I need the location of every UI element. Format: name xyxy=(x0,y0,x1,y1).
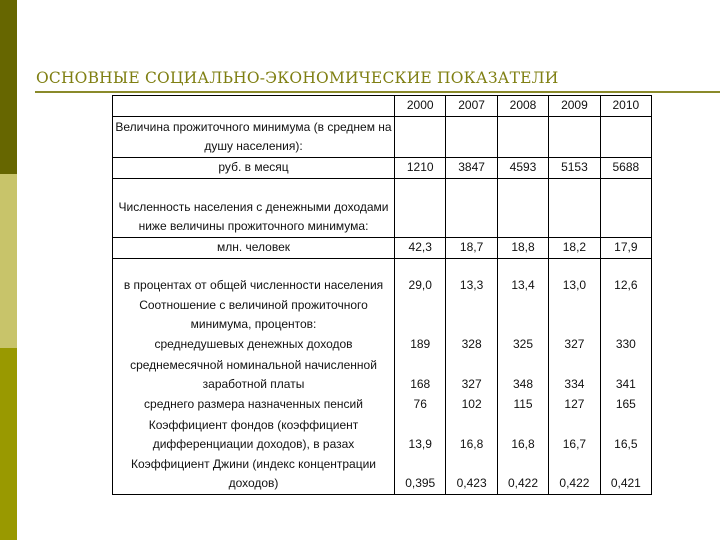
value-cell xyxy=(497,179,548,237)
value-cell xyxy=(497,117,548,157)
year-header: 2010 xyxy=(600,96,651,116)
row-label: млн. человек xyxy=(216,240,291,254)
sidebar-stripe-dark xyxy=(0,0,17,174)
value-cell: 13,4 xyxy=(497,259,548,296)
value-cell xyxy=(445,296,496,335)
indicators-table xyxy=(112,95,652,495)
year-header: 2009 xyxy=(548,96,599,116)
value-cell xyxy=(445,179,496,237)
value-cell: 0,422 xyxy=(548,455,599,494)
header-label-cell xyxy=(113,96,394,116)
value-cell: 330 xyxy=(600,335,651,355)
sidebar-stripe-light xyxy=(0,174,17,348)
value-cell: 5153 xyxy=(548,158,599,178)
row-label: руб. в месяц xyxy=(218,160,289,174)
value-cell: 13,9 xyxy=(394,415,445,455)
value-cell: 17,9 xyxy=(600,238,651,258)
value-cell xyxy=(497,296,548,335)
table-header-row xyxy=(113,96,651,117)
value-cell xyxy=(548,179,599,237)
value-cell: 13,0 xyxy=(548,259,599,296)
value-cell: 0,422 xyxy=(497,455,548,494)
value-cell: 12,6 xyxy=(600,259,651,296)
sidebar-stripe-mid xyxy=(0,348,17,540)
value-cell: 115 xyxy=(497,395,548,415)
value-cell xyxy=(394,117,445,157)
value-cell: 0,421 xyxy=(600,455,651,494)
table-row xyxy=(113,158,651,179)
table-row xyxy=(113,179,651,238)
row-label: среднего размера назначенных пенсий xyxy=(144,397,363,411)
table-row xyxy=(113,259,651,296)
value-cell: 29,0 xyxy=(394,259,445,296)
row-label: Величина прожиточного минимума (в среднем на душу населения): xyxy=(115,120,392,153)
value-cell: 327 xyxy=(548,335,599,355)
value-cell: 325 xyxy=(497,335,548,355)
value-cell: 0,395 xyxy=(394,455,445,494)
value-cell: 4593 xyxy=(497,158,548,178)
value-cell: 16,8 xyxy=(497,415,548,455)
value-cell: 18,8 xyxy=(497,238,548,258)
row-label: Коэффициент Джини (индекс концентрации доходов) xyxy=(130,457,377,490)
year-header: 2000 xyxy=(394,96,445,116)
value-cell: 0,423 xyxy=(445,455,496,494)
value-cell: 168 xyxy=(394,355,445,395)
row-label: среднемесячной номинальной начисленной заработной платы xyxy=(130,358,377,391)
value-cell: 18,7 xyxy=(445,238,496,258)
table-row xyxy=(113,415,651,455)
value-cell: 16,5 xyxy=(600,415,651,455)
table-row xyxy=(113,238,651,259)
value-cell xyxy=(445,117,496,157)
year-header: 2008 xyxy=(497,96,548,116)
value-cell: 13,3 xyxy=(445,259,496,296)
table-row xyxy=(113,296,651,335)
value-cell: 127 xyxy=(548,395,599,415)
table-row xyxy=(113,355,651,395)
value-cell xyxy=(548,296,599,335)
row-label: в процентах от общей численности населения xyxy=(123,278,384,292)
year-header: 2007 xyxy=(445,96,496,116)
value-cell: 341 xyxy=(600,355,651,395)
table-row xyxy=(113,395,651,415)
value-cell: 327 xyxy=(445,355,496,395)
value-cell: 18,2 xyxy=(548,238,599,258)
value-cell: 328 xyxy=(445,335,496,355)
row-label: Коэффициент фондов (коэффициент дифференциации доходов), в разах xyxy=(148,418,359,451)
value-cell: 16,8 xyxy=(445,415,496,455)
table-row xyxy=(113,117,651,158)
value-cell: 3847 xyxy=(445,158,496,178)
table-row xyxy=(113,335,651,355)
value-cell: 5688 xyxy=(600,158,651,178)
value-cell: 189 xyxy=(394,335,445,355)
value-cell: 1210 xyxy=(394,158,445,178)
value-cell xyxy=(600,296,651,335)
table-row xyxy=(113,455,651,494)
row-label: Соотношение с величиной прожиточного минимума, процентов: xyxy=(139,298,368,331)
row-label: среднедушевых денежных доходов xyxy=(154,337,353,351)
value-cell xyxy=(394,179,445,237)
value-cell: 102 xyxy=(445,395,496,415)
value-cell: 334 xyxy=(548,355,599,395)
value-cell: 42,3 xyxy=(394,238,445,258)
row-label: Численность населения с денежными доходами ниже величины прожиточного минимума: xyxy=(118,200,389,233)
value-cell: 16,7 xyxy=(548,415,599,455)
value-cell: 348 xyxy=(497,355,548,395)
value-cell xyxy=(548,117,599,157)
value-cell: 76 xyxy=(394,395,445,415)
value-cell xyxy=(600,179,651,237)
value-cell xyxy=(394,296,445,335)
value-cell: 165 xyxy=(600,395,651,415)
value-cell xyxy=(600,117,651,157)
title-underline xyxy=(35,91,720,93)
slide-title: ОСНОВНЫЕ СОЦИАЛЬНО-ЭКОНОМИЧЕСКИЕ ПОКАЗАТЕЛИ xyxy=(36,69,559,87)
